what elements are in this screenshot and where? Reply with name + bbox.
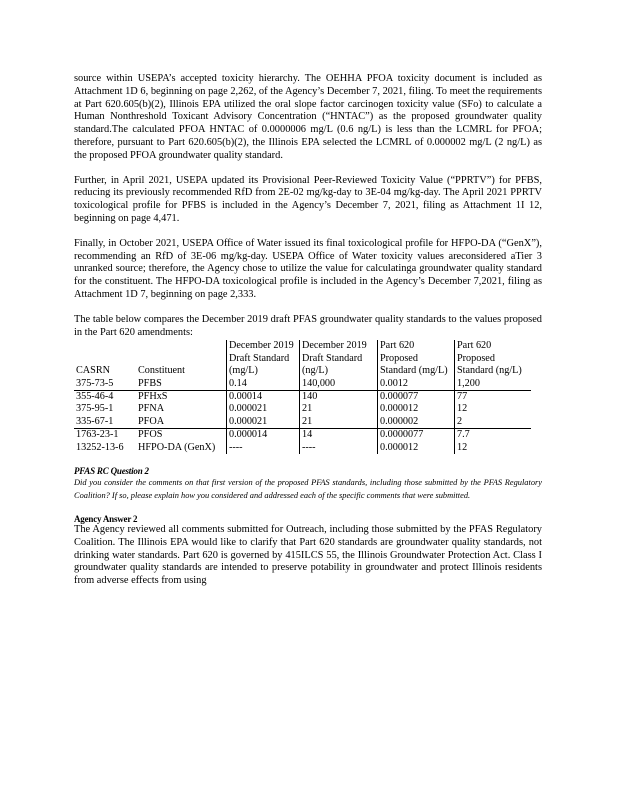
header-dec2019-ngl: December 2019 Draft Standard (ng/L) — [300, 340, 378, 377]
standards-table — [74, 340, 531, 454]
paragraph-oehha-pfoa: source within USEPA’s accepted toxicity hierarchy. The OEHHA PFOA toxicity document is included as Attachment 1D 6, beginning on page 2,262, of the Agency’s December 7, 2021, filing. To meet the requirements at Part 620.605(b)(2), Illinois EPA utilized the oral slope factor carcinogen toxicity value (SFo) to calculate a Human Nonthreshold Toxicant Advisory Concentration (“HNTAC”) as the proposed groundwater quality standard.The calculated PFOA HNTAC of 0.0000006 mg/L (0.6 ng/L) is less than the LCMRL for PFOA; therefore, pursuant to Part 620.605(b)(2), the Illinois EPA selected the LCMRL of 0.000002 mg/L (2 ng/L) as the proposed PFOA groundwater quality standard. — [74, 73, 542, 161]
cell-constituent: PFHxS — [136, 390, 227, 403]
table-row — [74, 390, 531, 403]
cell-dec2019-mgl: ---- — [227, 442, 300, 454]
cell-part620-ngl: 1,200 — [455, 378, 532, 391]
cell-dec2019-mgl: 0.000021 — [227, 416, 300, 429]
cell-part620-ngl: 7.7 — [455, 429, 532, 442]
question-heading: PFAS RC Question 2 — [74, 466, 149, 476]
answer-heading: Agency Answer 2 — [74, 514, 138, 524]
cell-part620-mgl: 0.000012 — [378, 403, 455, 415]
cell-part620-mgl: 0.000002 — [378, 416, 455, 429]
cell-part620-ngl: 2 — [455, 416, 532, 429]
document-page — [74, 73, 542, 588]
cell-dec2019-ngl: 21 — [300, 403, 378, 415]
header-part620-mgl: Part 620 Proposed Standard (mg/L) — [378, 340, 455, 377]
cell-dec2019-ngl: 21 — [300, 416, 378, 429]
table-row — [74, 416, 531, 429]
cell-dec2019-ngl: 14 — [300, 429, 378, 442]
cell-part620-ngl: 12 — [455, 403, 532, 415]
cell-dec2019-mgl: 0.00014 — [227, 390, 300, 403]
cell-casrn: 355-46-4 — [74, 390, 136, 403]
cell-constituent: PFOS — [136, 429, 227, 442]
paragraph-table-intro: The table below compares the December 2019 draft PFAS groundwater quality standards to the values proposed in the Part 620 amendments: — [74, 313, 542, 338]
answer-body: The Agency reviewed all comments submitted for Outreach, including those submitted by the PFAS Regulatory Coalition. The Illinois EPA would like to clarify that Part 620 standards are groundwater quality standards, not drinking water standards. Part 620 is governed by 415ILCS 55, the Illinois Groundwater Protection Act. Class I groundwater quality standards are intended to preserve potability in groundwater and protect Illinois residents from adverse effects from using — [74, 524, 542, 587]
cell-part620-ngl: 77 — [455, 390, 532, 403]
cell-casrn: 13252-13-6 — [76, 441, 124, 453]
cell-dec2019-mgl: 0.000021 — [227, 403, 300, 415]
cell-part620-mgl: 0.000077 — [378, 390, 455, 403]
paragraph-genx: Finally, in October 2021, USEPA Office of Water issued its final toxicological profile for HFPO-DA (“GenX”), recommending an RfD of 3E-06 mg/kg-day. USEPA Office of Water toxicity values areconsidered aTier 3 unranked source; therefore, the Agency chose to utilize the value for calculatinga groundwater quality standard for the constituent. The HFPO-DA toxicological profile is included in the Agency’s December 7,2021, filing as Attachment 1D 7, beginning on page 2,333. — [74, 237, 542, 300]
cell-casrn: 335-67-1 — [76, 415, 114, 427]
cell-part620-mgl: 0.0000077 — [378, 429, 455, 442]
paragraph-pfbs-pprtv: Further, in April 2021, USEPA updated its Provisional Peer-Reviewed Toxicity Value (“PPRTV”) for PFBS, reducing its previously recommended RfD from 2E-02 mg/kg-day to 3E-04 mg/kg-day. The April 2021 PPRTV toxicological profile for PFBS is included in the Agency’s December 7, 2021, filing as Attachment 1I 12, beginning on page 4,471. — [74, 174, 542, 224]
cell-constituent: HFPO-DA (GenX) — [138, 441, 216, 453]
table-row — [74, 378, 531, 391]
cell-constituent: PFOA — [138, 415, 165, 427]
question-body: Did you consider the comments on that first version of the proposed PFAS standards, including those submitted by the PFAS Regulatory Coalition? If so, please explain how you considered and addressed each of the specific comments that were submitted. — [74, 478, 542, 500]
cell-part620-ngl: 12 — [455, 442, 532, 454]
header-dec2019-mgl: December 2019 Draft Standard (mg/L) — [227, 340, 300, 377]
cell-dec2019-mgl: 0.000014 — [227, 429, 300, 442]
table-header-row — [74, 340, 531, 377]
table-row — [74, 403, 531, 415]
cell-part620-mgl: 0.000012 — [378, 442, 455, 454]
cell-constituent: PFNA — [138, 403, 165, 415]
cell-dec2019-mgl: 0.14 — [227, 378, 300, 391]
cell-dec2019-ngl: ---- — [300, 442, 378, 454]
cell-dec2019-ngl: 140,000 — [300, 378, 378, 391]
cell-constituent: PFBS — [138, 377, 162, 389]
header-part620-ngl: Part 620 Proposed Standard (ng/L) — [455, 340, 532, 377]
cell-part620-mgl: 0.0012 — [378, 378, 455, 391]
cell-casrn: 375-73-5 — [76, 377, 114, 389]
table-row — [74, 442, 531, 454]
header-casrn: CASRN — [76, 365, 110, 377]
cell-casrn: 375-95-1 — [76, 403, 114, 415]
cell-casrn: 1763-23-1 — [74, 429, 136, 442]
cell-dec2019-ngl: 140 — [300, 390, 378, 403]
header-constituent: Constituent — [138, 365, 185, 377]
table-row — [74, 429, 531, 442]
